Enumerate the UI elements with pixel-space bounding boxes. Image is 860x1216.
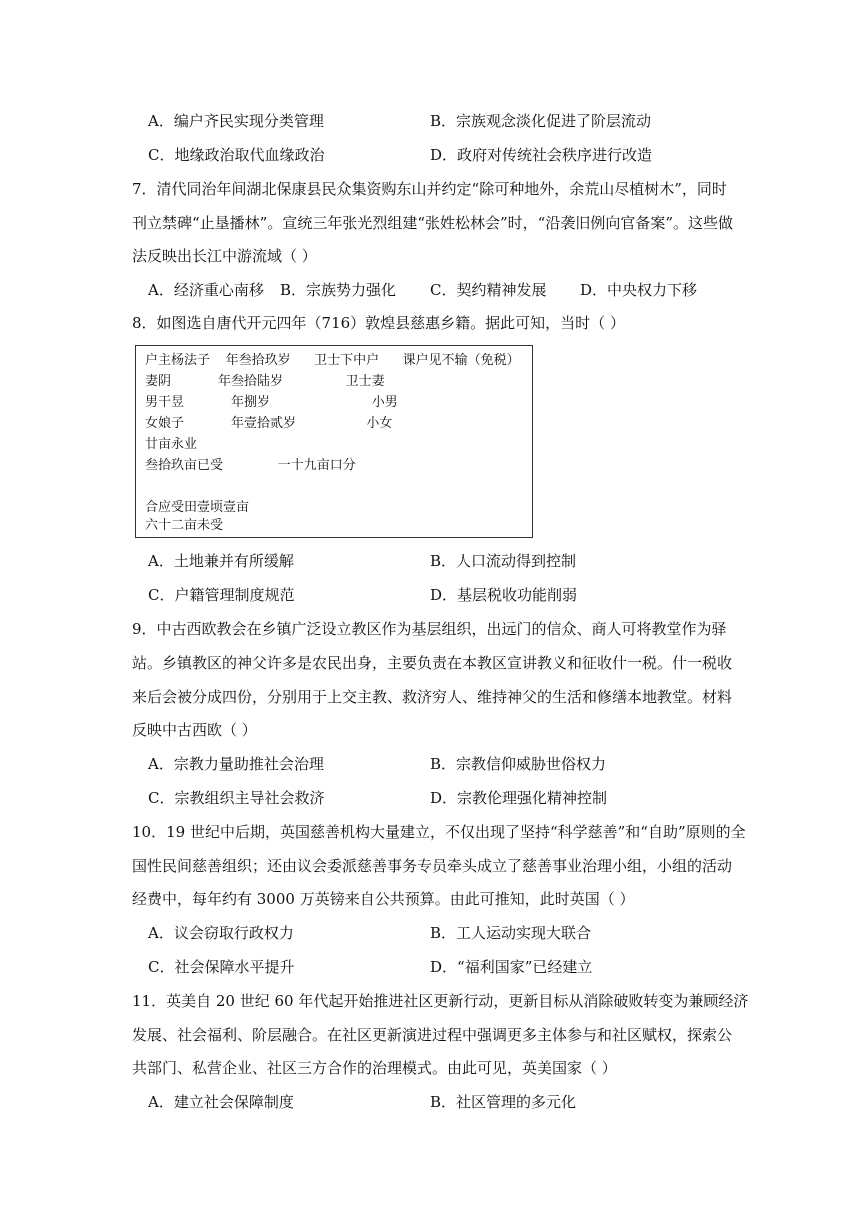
q9-option-d: D．宗教伦理强化精神控制 (430, 789, 608, 807)
q7-stem-line-2: 刊立禁碑“止垦播林”。宣统三年张光烈组建“张姓松林会”时，“沿袭旧例向官备案”。这些做 (132, 214, 734, 232)
q8-option-a: A．土地兼并有所缓解 (148, 552, 294, 570)
q10-option-d: D．“福利国家”已经建立 (430, 958, 593, 976)
q6-option-a: A．编户齐民实现分类管理 (148, 112, 324, 130)
q9-option-c: C．宗教组织主导社会救济 (148, 789, 325, 807)
register-line: 合应受田壹顷壹亩 (145, 500, 250, 515)
q7-option-c: C．契约精神发展 (430, 281, 547, 299)
q10-stem-line-2: 国性民间慈善组织；还由议会委派慈善事务专员牵头成立了慈善事业治理小组，小组的活动 (132, 857, 733, 875)
q8-option-d: D．基层税收功能削弱 (430, 586, 578, 604)
q7-stem-line-3: 法反映出长江中游流域（ ） (132, 247, 317, 265)
q10-option-b: B．工人运动实现大联合 (430, 924, 592, 942)
q9-stem-line-1: 9．中古西欧教会在乡镇广泛设立教区作为基层组织，出远门的信众、商人可将教堂作为驿 (132, 620, 727, 638)
q6-option-c: C．地缘政治取代血缘政治 (148, 146, 325, 164)
q9-stem-line-4: 反映中古西欧（ ） (132, 721, 257, 739)
q7-option-a: A．经济重心南移 (148, 281, 264, 299)
register-line: 女娘子 年壹拾贰岁 小女 (145, 416, 393, 431)
q11-option-b: B．社区管理的多元化 (430, 1093, 577, 1111)
q7-option-d: D．中央权力下移 (580, 281, 698, 299)
q6-option-b: B．宗族观念淡化促进了阶层流动 (430, 112, 652, 130)
q11-stem-line-1: 11．英美自 20 世纪 60 年代起开始推进社区更新行动，更新目标从消除破败转变为兼顾经济 (132, 992, 749, 1010)
q11-stem-line-2: 发展、社会福利、阶层融合。在社区更新演进过程中强调更多主体参与和社区赋权，探索公 (132, 1026, 733, 1044)
q8-stem: 8．如图选自唐代开元四年（716）敦煌县慈惠乡籍。据此可知，当时（ ） (132, 314, 625, 332)
q10-option-c: C．社会保障水平提升 (148, 958, 295, 976)
q6-option-d: D．政府对传统社会秩序进行改造 (430, 146, 653, 164)
q7-stem-line-1: 7．清代同治年间湖北保康县民众集资购东山并约定“除可种地外，余荒山尽植树木”，同时 (132, 180, 727, 198)
register-line: 户主杨法子 年叁拾玖岁 卫士下中户 课户见不输（免税） (145, 353, 520, 368)
register-line: 男干昱 年捌岁 小男 (145, 395, 398, 410)
register-line: 叁拾玖亩已受 一十九亩口分 (145, 458, 356, 473)
q8-option-c: C．户籍管理制度规范 (148, 586, 295, 604)
q9-option-b: B．宗教信仰威胁世俗权力 (430, 755, 607, 773)
register-line: 廿亩永业 (145, 437, 198, 452)
q9-stem-line-3: 来后会被分成四份，分别用于上交主教、救济穷人、维持神父的生活和修缮本地教堂。材料 (132, 688, 733, 706)
q8-option-b: B．人口流动得到控制 (430, 552, 577, 570)
q9-stem-line-2: 站。乡镇教区的神父许多是农民出身，主要负责在本教区宣讲教义和征收什一税。什一税收 (132, 654, 733, 672)
q10-option-a: A．议会窃取行政权力 (148, 924, 294, 942)
register-line: 六十二亩未受 (145, 518, 224, 533)
q11-stem-line-3: 共部门、私营企业、社区三方合作的治理模式。由此可见，英美国家（ ） (132, 1059, 617, 1077)
q9-option-a: A．宗教力量助推社会治理 (148, 755, 324, 773)
household-register-box (135, 345, 533, 538)
q10-stem-line-1: 10．19 世纪中后期，英国慈善机构大量建立，不仅出现了坚持“科学慈善”和“自助”原则的全 (132, 823, 746, 841)
register-line: 妻阴 年叁拾陆岁 卫士妻 (145, 374, 385, 389)
q10-stem-line-3: 经费中，每年约有 3000 万英镑来自公共预算。由此可推知，此时英国（ ） (132, 890, 635, 908)
q7-option-b: B．宗族势力强化 (280, 281, 397, 299)
q11-option-a: A．建立社会保障制度 (148, 1093, 294, 1111)
